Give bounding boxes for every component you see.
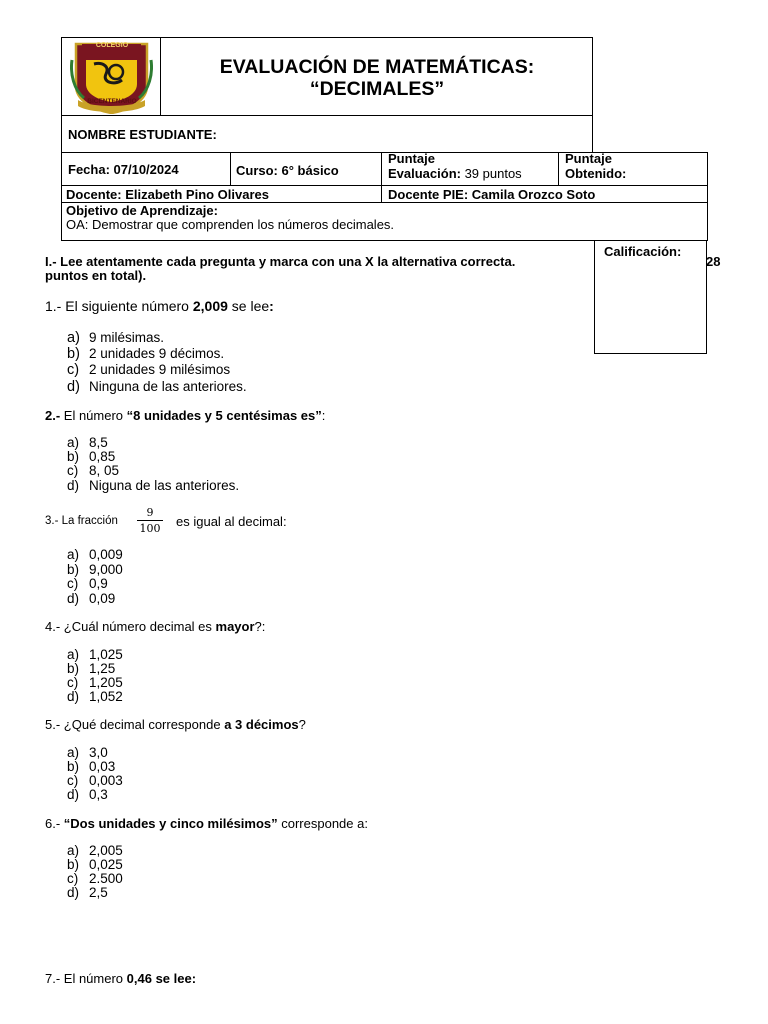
option-letter: d): [67, 787, 80, 802]
question-5: [45, 717, 306, 732]
question-7: [45, 971, 196, 986]
q3-suffix: es igual al decimal:: [176, 514, 287, 529]
q5-suffix: ?: [298, 717, 306, 732]
option-text: 0,025: [89, 857, 123, 872]
option-text: Ninguna de las anteriores.: [89, 379, 247, 394]
option-text: 3,0: [89, 745, 108, 760]
option-text: Niguna de las anteriores.: [89, 478, 240, 493]
q6-prefix: 6.-: [45, 816, 64, 831]
objective-label: Objetivo de Aprendizaje:: [66, 203, 218, 218]
objective-text: OA: Demostrar que comprenden los números decimales.: [66, 217, 395, 232]
option-letter: b): [67, 857, 80, 872]
q6-emph: “Dos unidades y cinco milésimos”: [63, 816, 278, 831]
score-eval-label2: Evaluación:: [388, 166, 461, 181]
q1-option-d[interactable]: [67, 379, 247, 395]
q7-prefix: 7.- El número: [45, 971, 127, 986]
option-text: 8, 05: [89, 463, 120, 478]
q2-prefix: El número: [60, 408, 127, 423]
q2-option-c[interactable]: [67, 464, 119, 479]
option-text: 1,052: [89, 689, 123, 704]
q2-emph: “8 unidades y 5 centésimas es”: [126, 408, 322, 423]
instruction-line1: I.- Lee atentamente cada pregunta y marca con una X la alternativa correcta.: [45, 254, 516, 269]
option-text: 9,000: [89, 562, 123, 577]
q3-fraction: [137, 506, 163, 535]
option-text: 0,09: [89, 591, 116, 606]
q1-prefix: 1.- El siguiente número: [45, 298, 193, 314]
option-letter: d): [67, 478, 80, 493]
option-letter: c): [67, 463, 79, 478]
option-letter: a): [67, 435, 80, 450]
q3-option-c[interactable]: [67, 577, 108, 592]
option-letter: d): [67, 885, 80, 900]
q2-option-d[interactable]: [67, 479, 239, 494]
instruction-points: 28: [706, 254, 721, 269]
option-letter: d): [67, 591, 80, 606]
teacher-label: Docente: Elizabeth Pino Olivares: [66, 187, 269, 202]
option-text: 1,25: [89, 661, 116, 676]
q1-suffix: se lee: [227, 298, 270, 314]
option-text: 0,009: [89, 547, 123, 562]
q3-option-a[interactable]: [67, 548, 123, 563]
q5-prefix: 5.- ¿Qué decimal corresponde: [45, 717, 225, 732]
q1-number: 2,009: [192, 298, 228, 314]
question-2: [45, 408, 325, 423]
q1-option-c[interactable]: [67, 362, 230, 378]
option-letter: a): [67, 330, 80, 346]
option-letter: b): [67, 346, 80, 362]
q1-option-b[interactable]: [67, 346, 224, 362]
q1-option-a[interactable]: [67, 330, 164, 346]
logo-text-bottom: BICENTENARIO: [87, 98, 137, 105]
option-text: 2 unidades 9 décimos.: [89, 346, 225, 361]
student-name-label: NOMBRE ESTUDIANTE:: [68, 127, 217, 142]
q4-emph: mayor: [215, 619, 255, 634]
score-obtained-label1: Puntaje: [565, 151, 612, 166]
q1-colon: :: [269, 298, 274, 314]
option-letter: b): [67, 661, 80, 676]
question-6: [45, 816, 368, 831]
q6-option-d[interactable]: [67, 886, 108, 901]
pie-teacher-label: Docente PIE: Camila Orozco Soto: [388, 187, 596, 202]
option-letter: a): [67, 745, 80, 760]
option-text: 8,5: [89, 435, 108, 450]
option-text: 0,9: [89, 576, 108, 591]
option-letter: a): [67, 647, 80, 662]
option-letter: d): [67, 689, 80, 704]
option-letter: a): [67, 843, 80, 858]
q3-option-d[interactable]: [67, 592, 115, 607]
date-label: Fecha: 07/10/2024: [68, 162, 179, 177]
option-text: 2.500: [89, 871, 123, 886]
question-4: [45, 619, 265, 634]
option-letter: c): [67, 871, 79, 886]
q3-denominator: 100: [139, 522, 161, 535]
option-letter: c): [67, 576, 79, 591]
page-title-line2: “DECIMALES”: [309, 78, 445, 100]
q4-option-d[interactable]: [67, 690, 123, 705]
option-text: 1,025: [89, 647, 123, 662]
option-letter: c): [67, 773, 79, 788]
score-eval-label1: Puntaje: [388, 151, 435, 166]
option-text: 0,003: [89, 773, 123, 788]
q2-num: 2.-: [45, 408, 61, 423]
option-letter: b): [67, 759, 80, 774]
score-obtained-label2: Obtenido:: [565, 166, 627, 181]
q6-suffix: corresponde a:: [277, 816, 368, 831]
instruction-line2: puntos en total).: [45, 268, 147, 283]
option-letter: b): [67, 562, 80, 577]
page-title-line1: EVALUACIÓN DE MATEMÁTICAS:: [219, 56, 535, 78]
grade-label: Calificación:: [604, 244, 682, 259]
q3-numerator: 9: [146, 506, 154, 519]
q4-suffix: ?:: [254, 619, 266, 634]
q7-emph: 0,46 se lee:: [126, 971, 197, 986]
option-text: 2,5: [89, 885, 108, 900]
option-letter: d): [67, 379, 80, 395]
score-eval-line2: [388, 166, 522, 181]
course-label: Curso: 6° básico: [236, 163, 339, 178]
q4-prefix: 4.- ¿Cuál número decimal es: [45, 619, 216, 634]
score-eval-value: 39 puntos: [460, 166, 522, 181]
option-text: 1,205: [89, 675, 123, 690]
option-text: 9 milésimas.: [89, 330, 165, 345]
option-letter: a): [67, 547, 80, 562]
option-text: 0,3: [89, 787, 108, 802]
option-text: 0,03: [89, 759, 116, 774]
fraction-bar: [137, 520, 163, 521]
option-text: 0,85: [89, 449, 116, 464]
logo-text-top: COLEGIO: [95, 42, 129, 49]
question-1: [45, 298, 274, 314]
q5-option-d[interactable]: [67, 788, 108, 803]
q5-emph: a 3 décimos: [224, 717, 299, 732]
option-letter: c): [67, 675, 79, 690]
option-text: 2 unidades 9 milésimos: [89, 362, 231, 377]
option-letter: c): [67, 362, 80, 378]
option-text: 2,005: [89, 843, 123, 858]
option-letter: b): [67, 449, 80, 464]
q3-prefix: 3.- La fracción: [45, 515, 118, 527]
q2-colon: :: [321, 408, 326, 423]
